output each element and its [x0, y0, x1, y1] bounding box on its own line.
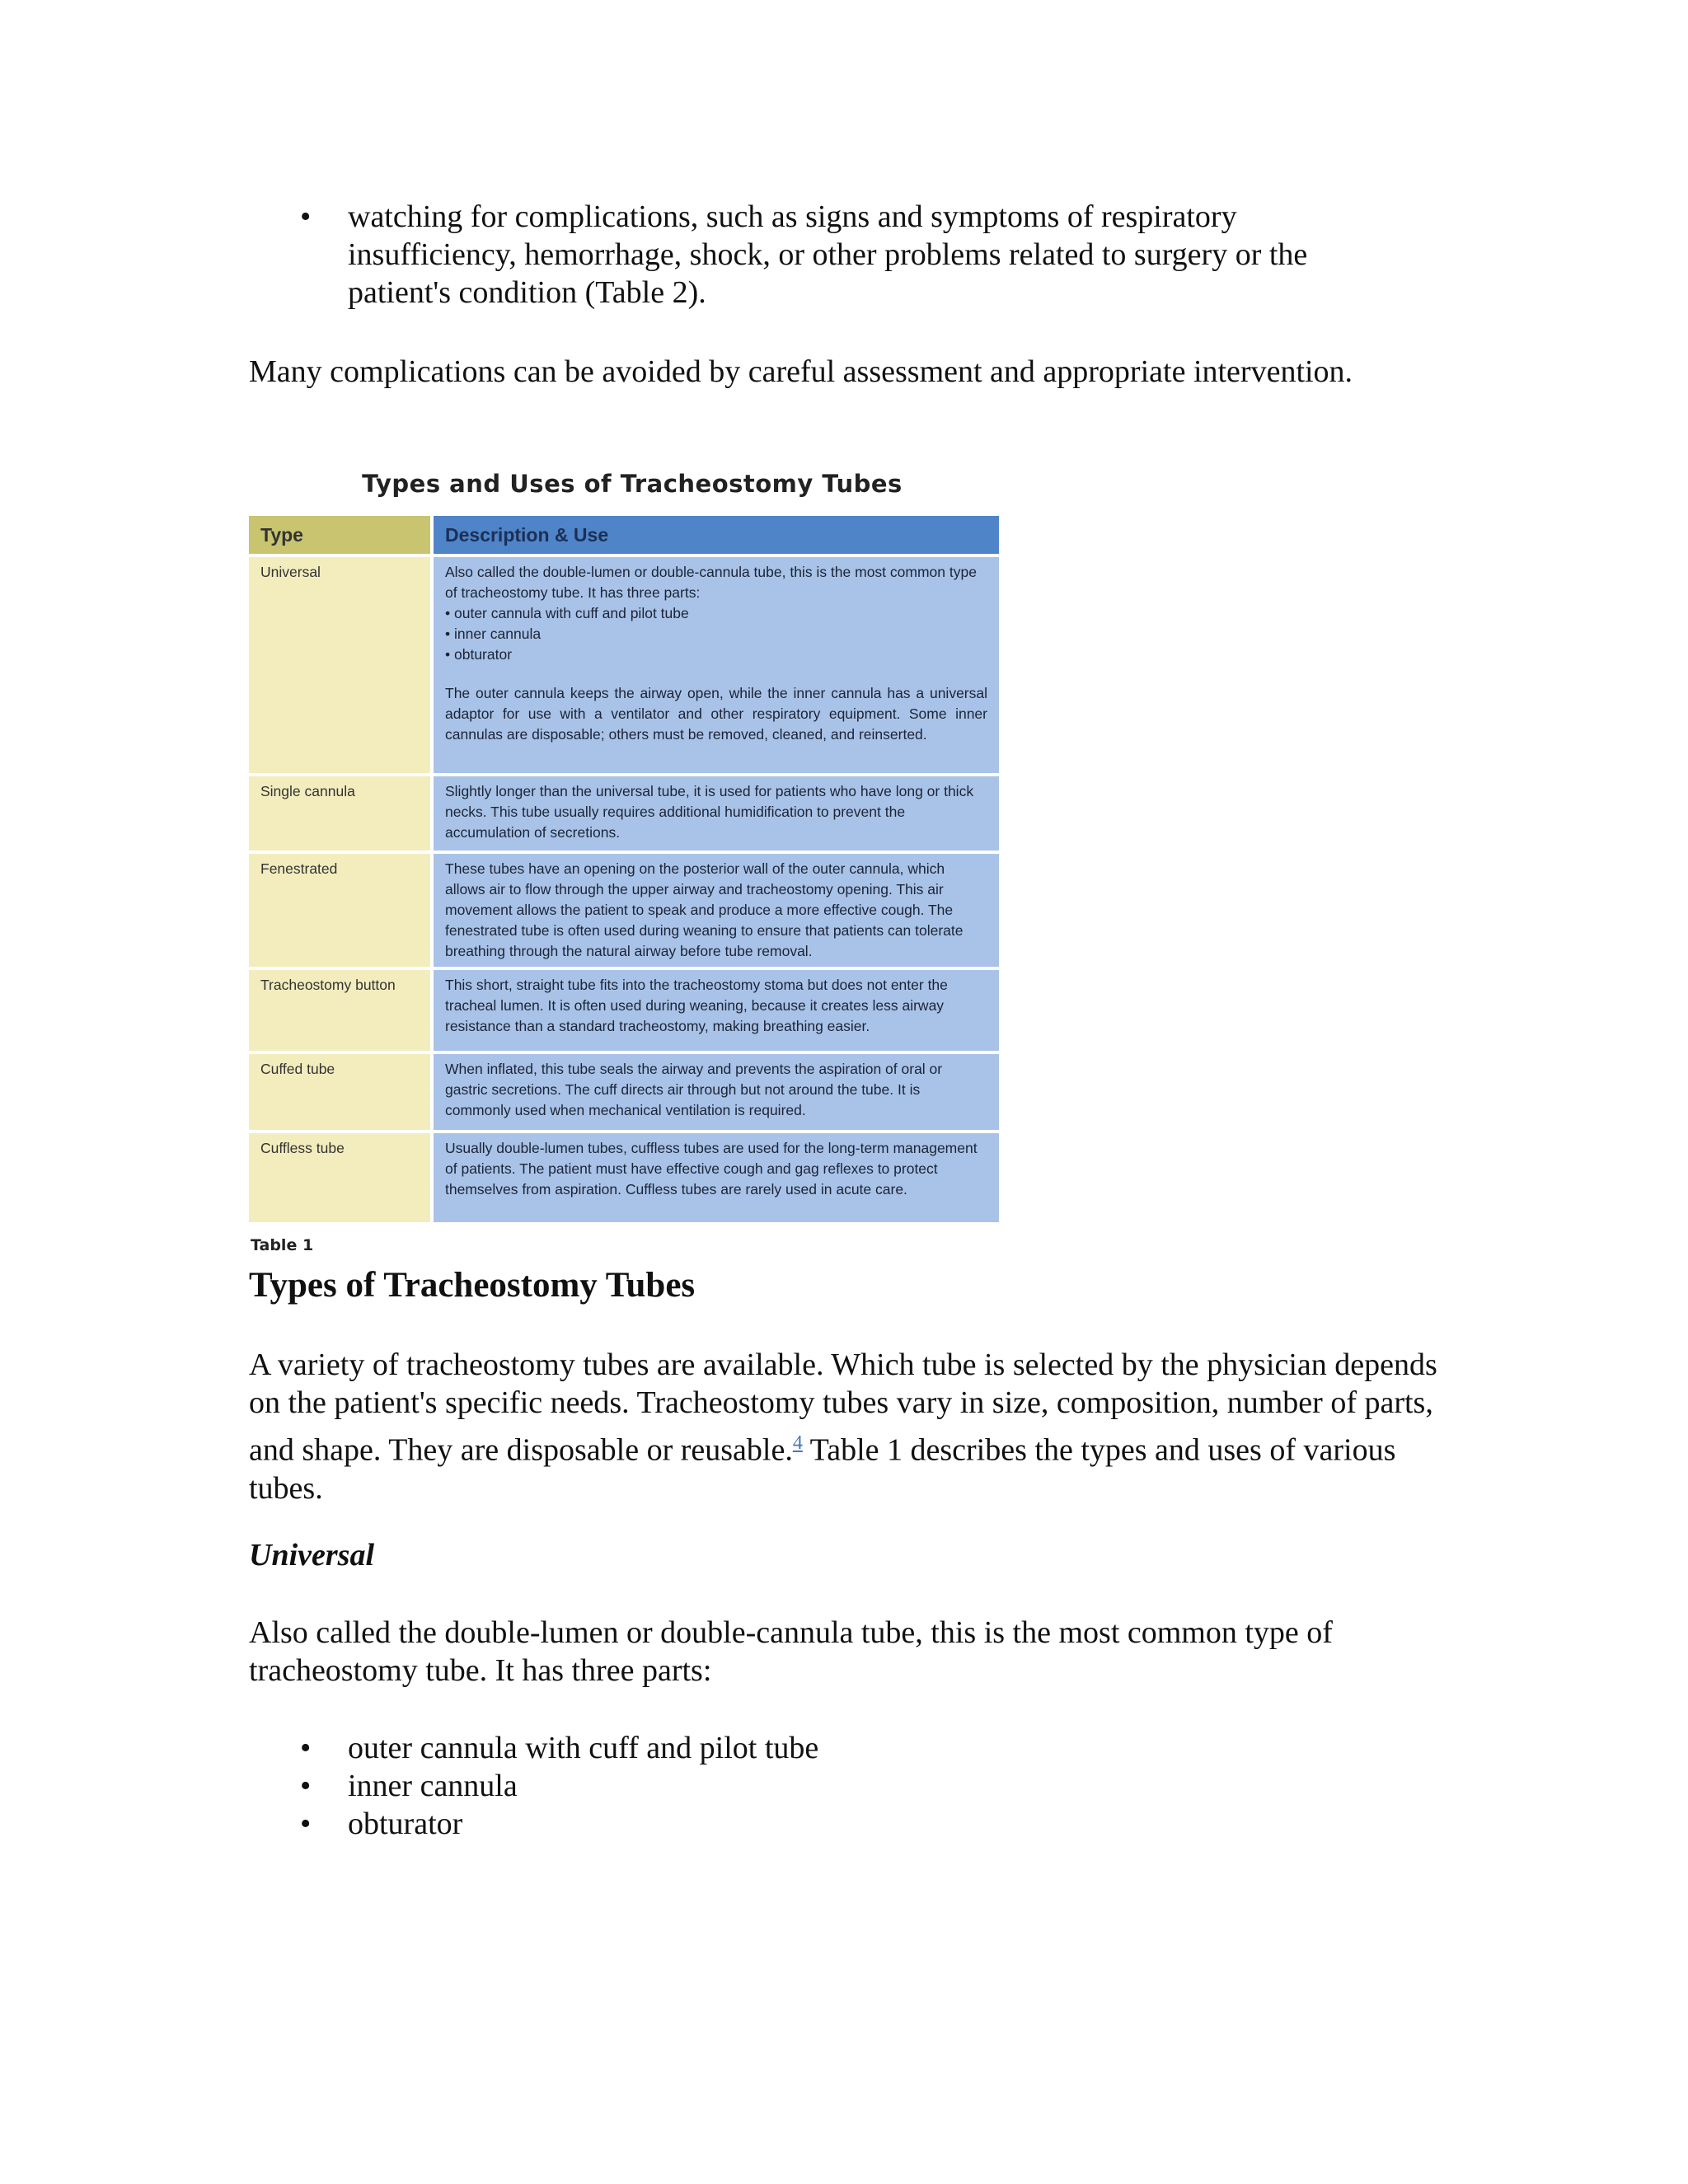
description-text: Also called the double-lumen or double-cannula tube, this is the most common type of tracheostomy tube. It has three parts: • outer cannula with cuff and pilot tube • inner cannula • obturator — [445, 564, 977, 663]
description-cell: These tubes have an opening on the posterior wall of the outer cannula, which allows air to flow through the upper airway and tracheostomy opening. This air movement allows the patient to speak and produce a more effective cough. The fenestrated tube is often used during weaning to ensure that patients can tolerate breathing through the natural airway before tube removal. — [434, 854, 999, 967]
list-item: • obturator — [300, 1807, 463, 1841]
figure-title: Types and Uses of Tracheostomy Tubes — [362, 470, 903, 498]
footnote-link[interactable]: 4 — [792, 1432, 803, 1454]
type-cell: Universal — [249, 557, 434, 773]
bullet-icon: • — [300, 1769, 312, 1803]
table-row — [249, 557, 999, 773]
description-cell: When inflated, this tube seals the airway and prevents the aspiration of oral or gastric secretions. The cuff directs air through but not around the tube. It is commonly used when mechanical ventilation is required. — [434, 1054, 999, 1130]
parts-bullet-list — [249, 1729, 818, 1843]
table-row — [249, 1054, 999, 1130]
list-item: • outer cannula with cuff and pilot tube — [300, 1731, 819, 1765]
description-cell — [434, 557, 999, 773]
variety-paragraph: A variety of tracheostomy tubes are available. Which tube is selected by the physician depends on the patient's specific needs. Tracheostomy tubes vary in size, composition, number of parts, and shape. They are disposable or reusable.$^4$ Table 1 describes the types and uses of various tubes. — [249, 1347, 1437, 1506]
list-item: • inner cannula — [300, 1769, 518, 1803]
type-cell: Fenestrated — [249, 854, 434, 967]
complications-paragraph: Many complications can be avoided by careful assessment and appropriate intervention. — [249, 354, 1353, 389]
bullet-icon: • — [300, 199, 312, 234]
type-cell: Cuffed tube — [249, 1054, 434, 1130]
table-caption: Table 1 — [251, 1236, 314, 1254]
table-header-row — [249, 516, 999, 554]
type-cell: Cuffless tube — [249, 1133, 434, 1222]
column-header-description: Description & Use — [434, 516, 999, 554]
description-cell: Slightly longer than the universal tube, it is used for patients who have long or thick necks. This tube usually requires additional humidification to prevent the accumulation of secretions. — [434, 776, 999, 851]
list-item: • watching for complications, such as signs and symptoms of respiratory insufficiency, hemorrhage, shock, or other problems related to surgery or the patient's condition (Table 2). — [300, 199, 1308, 310]
table-row — [249, 1133, 999, 1222]
column-header-type: Type — [249, 516, 434, 554]
section-heading: Types of Tracheostomy Tubes — [249, 1266, 696, 1305]
bullet-icon: • — [300, 1807, 312, 1841]
tube-types-table — [249, 513, 999, 1226]
universal-paragraph: Also called the double-lumen or double-cannula tube, this is the most common type of tracheostomy tube. It has three parts: — [249, 1615, 1333, 1688]
description-text: The outer cannula keeps the airway open, while the inner cannula has a universal adaptor for use with a ventilator and other respiratory equipment. Some inner cannulas are disposable; others must be removed, cleaned, and reinserted. — [445, 685, 987, 743]
table-row — [249, 854, 999, 967]
description-cell: This short, straight tube fits into the tracheostomy stoma but does not enter the tracheal lumen. It is often used during weaning, because it creates less airway resistance than a standard tracheostomy, making breathing easier. — [434, 970, 999, 1051]
bullet-icon: • — [300, 1731, 312, 1765]
complications-bullet-list — [249, 198, 1452, 312]
type-cell: Tracheostomy button — [249, 970, 434, 1051]
subsection-heading: Universal — [249, 1538, 374, 1572]
table-row — [249, 776, 999, 851]
table-row — [249, 970, 999, 1051]
type-cell: Single cannula — [249, 776, 434, 851]
description-cell: Usually double-lumen tubes, cuffless tubes are used for the long-term management of patients. The patient must have effective cough and gag reflexes to protect themselves from aspiration. Cuffless tubes are rarely used in acute care. — [434, 1133, 999, 1222]
